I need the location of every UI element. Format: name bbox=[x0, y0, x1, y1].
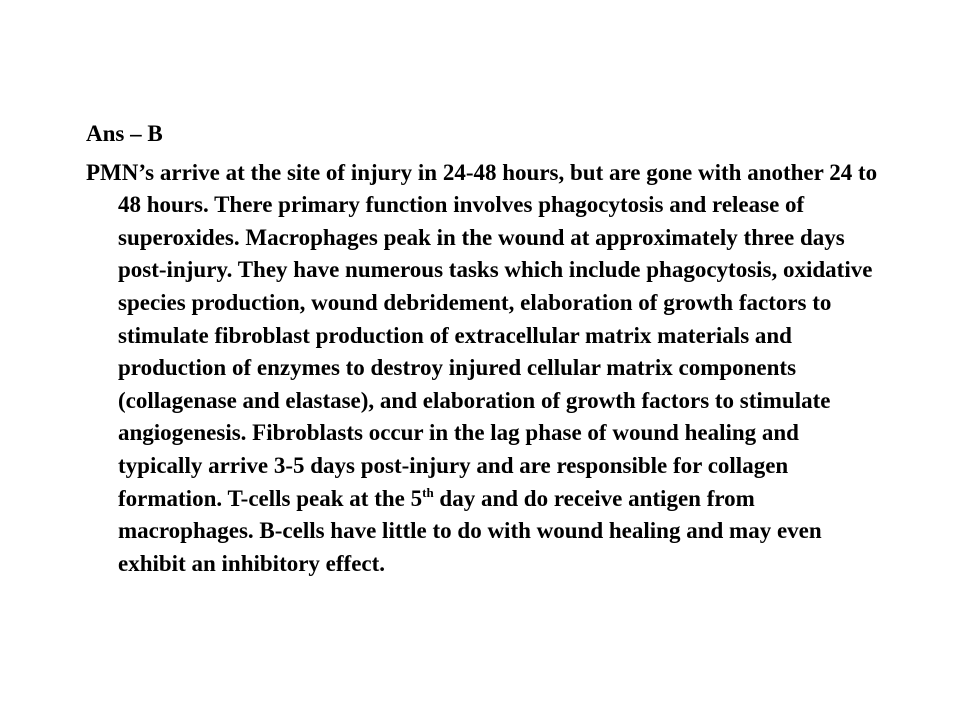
ordinal-superscript: th bbox=[422, 484, 434, 500]
explanation-text-part1: PMN’s arrive at the site of injury in 24-48 hours, but are gone with another 24 to 48 hours. There primary function involves phagocytosis and release of superoxides. Macrophages peak in the wound at approximately three days post-injury. They have numerous tasks which include phagocytosis, oxidative species production, wound debridement, elaboration of growth factors to stimulate fibroblast production of extracellular matrix materials and production of enzymes to destroy injured cellular matrix components (collagenase and elastase), and elaboration of growth factors to stimulate angiogenesis. Fibroblasts occur in the lag phase of wound healing and typically arrive 3-5 days post-injury and are responsible for collagen formation. T-cells peak at the 5 bbox=[86, 159, 878, 511]
explanation-text-part2: day and do receive antigen from macrophages. B-cells have little to do with wound healing and may even exhibit an inhibitory effect. bbox=[118, 485, 822, 576]
answer-line: Ans – B bbox=[86, 121, 163, 146]
explanation-paragraph bbox=[86, 157, 878, 581]
slide-body bbox=[86, 118, 878, 580]
